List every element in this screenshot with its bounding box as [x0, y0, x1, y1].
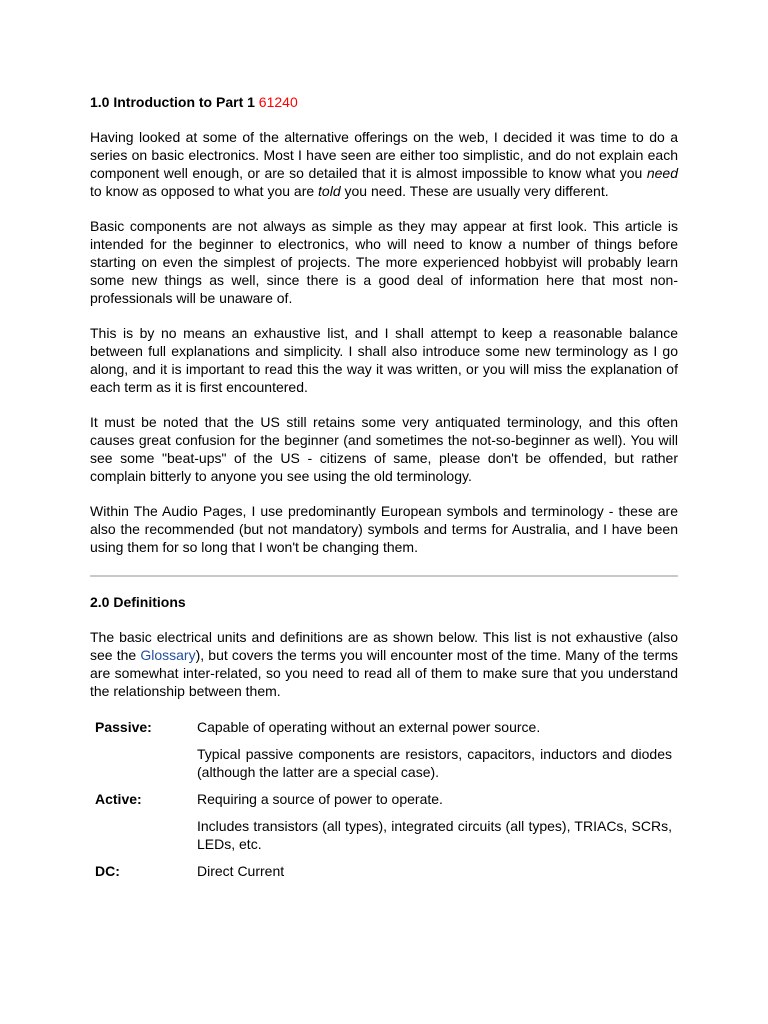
intro-paragraph-3: This is by no means an exhaustive list, and I shall attempt to keep a reasonable balance between full explanations and simplicity. I shall also introduce some new terminology as I go along, and it is important to read this the way it was written, or you will miss the explanation of each term as it is first encountered.	[90, 325, 678, 395]
section-heading-introduction	[90, 93, 678, 111]
definition-row-dc	[90, 862, 678, 889]
section-heading-definitions: 2.0 Definitions	[90, 594, 186, 610]
page-code: 61240	[258, 94, 298, 110]
glossary-link[interactable]: Glossary	[140, 647, 196, 663]
text-run: The basic electrical units and definitions are as shown below. This list is not exhaustive (also see the	[90, 629, 678, 663]
intro-paragraph-2: Basic components are not always as simple as they may appear at first look. This article is intended for the beginner to electronics, who will need to know a number of things before starting on even the simplest of projects. The more experienced hobbyist will probably learn some new things as well, since there is a good deal of information here that most non-professionals will be unaware of.	[90, 218, 678, 306]
definition-line: Typical passive components are resistors, capacitors, inductors and diodes (although the latter are a special case).	[197, 746, 672, 780]
definition-description	[197, 790, 678, 862]
text-run: Having looked at some of the alternative offerings on the web, I decided it was time to do a series on basic electronics. Most I have seen are either too simplistic, and do not explain each component well enough, or are so detailed that it is almost impossible to know what you	[90, 129, 678, 181]
definition-row-passive	[90, 718, 678, 790]
text-run: ), but covers the terms you will encounter most of the time. Many of the terms are somewhat inter-related, so you need to read all of them to make sure that you understand the relationship between them.	[90, 647, 678, 699]
text-run: to know as opposed to what you are	[90, 183, 319, 199]
section-divider	[90, 575, 678, 577]
definition-line: Requiring a source of power to operate.	[197, 791, 443, 807]
definition-row-active	[90, 790, 678, 862]
intro-paragraph-5: Within The Audio Pages, I use predominantly European symbols and terminology - these are also the recommended (but not mandatory) symbols and terms for Australia, and I have been using them for so long that I won't be changing them.	[90, 503, 678, 555]
intro-paragraph-4: It must be noted that the US still retains some very antiquated terminology, and this often causes great confusion for the beginner (and sometimes the not-so-beginner as well). You will see some "beat-ups" of the US - citizens of same, please don't be offended, but rather complain bitterly to anyone you see using the old terminology.	[90, 414, 678, 484]
emphasis-told: told	[318, 183, 341, 199]
document-page	[90, 93, 678, 889]
definition-line: Direct Current	[197, 863, 285, 879]
definition-term: Passive:	[95, 719, 152, 735]
intro-paragraph-1	[90, 128, 678, 200]
definitions-table	[90, 718, 678, 889]
text-run: you need. These are usually very different.	[340, 183, 609, 199]
definition-term: Active:	[95, 791, 142, 807]
definition-line: Includes transistors (all types), integrated circuits (all types), TRIACs, SCRs, LEDs, etc.	[197, 818, 672, 852]
emphasis-need: need	[646, 165, 678, 181]
definitions-paragraph	[90, 628, 678, 700]
definition-line: Capable of operating without an external power source.	[197, 719, 541, 735]
definition-description	[197, 718, 678, 790]
definition-term: DC:	[95, 863, 120, 879]
intro-title: 1.0 Introduction to Part 1	[90, 94, 255, 110]
definition-description	[197, 862, 678, 889]
